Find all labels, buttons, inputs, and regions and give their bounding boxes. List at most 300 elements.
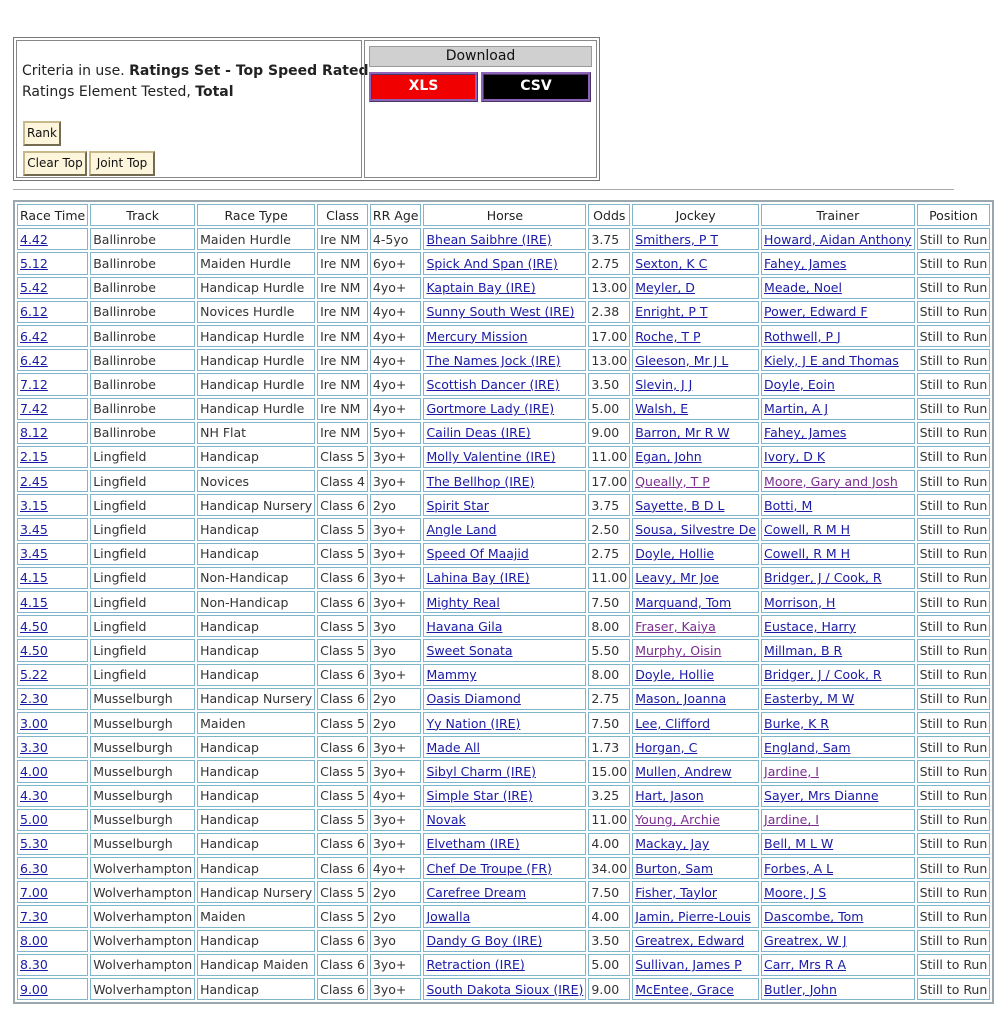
table-cell-horse (423, 712, 586, 734)
race-time-link[interactable]: 4.50 (20, 618, 48, 634)
table-cell-odds: 7.50 (588, 712, 630, 734)
table-cell-trainer (761, 905, 915, 927)
table-cell-time (17, 833, 88, 855)
table-cell-age: 3yo+ (370, 446, 422, 468)
trainer-link[interactable]: Rothwell, P J (764, 328, 841, 344)
table-cell-class: Class 5 (317, 518, 368, 540)
clear-top-button[interactable]: Clear Top (23, 151, 87, 176)
table-row (17, 664, 990, 686)
trainer-link[interactable]: Meade, Noel (764, 280, 842, 296)
table-cell-time (17, 760, 88, 782)
jockey-link[interactable]: Sousa, Silvestre De (635, 522, 757, 538)
table-cell-type: NH Flat (197, 422, 315, 444)
horse-link[interactable]: South Dakota Sioux (IRE) (426, 981, 584, 997)
table-cell-odds: 2.75 (588, 252, 630, 274)
horse-link[interactable]: Sunny South West (IRE) (426, 304, 575, 320)
table-cell-position: Still to Run (917, 277, 991, 299)
table-cell-class: Ire NM (317, 422, 368, 444)
table-cell-age: 6yo+ (370, 252, 422, 274)
table-cell-jockey (632, 422, 759, 444)
jockey-link[interactable]: Sexton, K C (635, 255, 708, 271)
table-cell-track: Ballinrobe (90, 325, 195, 347)
table-cell-class: Ire NM (317, 398, 368, 420)
table-cell-age: 2yo (370, 712, 422, 734)
table-row (17, 301, 990, 323)
column-header-rr-age: RR Age (370, 204, 422, 226)
table-cell-position: Still to Run (917, 252, 991, 274)
table-cell-horse (423, 349, 586, 371)
table-cell-horse (423, 567, 586, 589)
race-time-link[interactable]: 5.42 (20, 280, 48, 296)
table-cell-position: Still to Run (917, 639, 991, 661)
trainer-link[interactable]: Carr, Mrs R A (764, 957, 847, 973)
race-time-link[interactable]: 9.00 (20, 981, 48, 997)
race-time-link[interactable]: 6.42 (20, 352, 48, 368)
table-cell-type: Handicap (197, 760, 315, 782)
criteria-ratings-set: Ratings Set - Top Speed Rated (129, 63, 369, 79)
table-cell-horse (423, 615, 586, 637)
table-cell-type: Handicap (197, 978, 315, 1000)
table-cell-class: Class 6 (317, 857, 368, 879)
trainer-link[interactable]: Botti, M (764, 497, 813, 513)
table-cell-jockey (632, 978, 759, 1000)
table-cell-time (17, 301, 88, 323)
jockey-link[interactable]: Mackay, Jay (635, 836, 710, 852)
trainer-link[interactable]: Easterby, M W (764, 691, 855, 707)
table-row (17, 252, 990, 274)
jockey-link[interactable]: Doyle, Hollie (635, 667, 715, 683)
horse-link[interactable]: Gortmore Lady (IRE) (426, 401, 555, 417)
race-time-link[interactable]: 8.00 (20, 933, 48, 949)
table-cell-time (17, 446, 88, 468)
table-cell-type: Non-Handicap (197, 567, 315, 589)
table-cell-horse (423, 905, 586, 927)
table-cell-position: Still to Run (917, 712, 991, 734)
race-time-link[interactable]: 8.30 (20, 957, 48, 973)
trainer-link[interactable]: Fahey, James (764, 425, 847, 441)
table-cell-track: Lingfield (90, 494, 195, 516)
race-time-link[interactable]: 6.12 (20, 304, 48, 320)
table-cell-trainer (761, 470, 915, 492)
table-cell-horse (423, 446, 586, 468)
table-cell-age: 3yo+ (370, 543, 422, 565)
horse-link[interactable]: Speed Of Maajid (426, 546, 529, 562)
table-cell-trainer (761, 422, 915, 444)
horse-link[interactable]: Cailin Deas (IRE) (426, 425, 531, 441)
jockey-link[interactable]: Queally, T P (635, 473, 710, 489)
jockey-link[interactable]: Gleeson, Mr J L (635, 352, 729, 368)
table-cell-track: Musselburgh (90, 833, 195, 855)
table-cell-trainer (761, 833, 915, 855)
table-cell-class: Class 5 (317, 785, 368, 807)
table-row (17, 736, 990, 758)
table-cell-class: Class 6 (317, 494, 368, 516)
horse-link[interactable]: The Bellhop (IRE) (426, 473, 535, 489)
table-row (17, 543, 990, 565)
race-time-link[interactable]: 5.00 (20, 812, 48, 828)
table-row (17, 857, 990, 879)
jockey-link[interactable]: Greatrex, Edward (635, 933, 745, 949)
table-cell-trainer (761, 518, 915, 540)
jockey-link[interactable]: Marquand, Tom (635, 594, 732, 610)
horse-link[interactable]: Mercury Mission (426, 328, 528, 344)
table-cell-horse (423, 978, 586, 1000)
trainer-link[interactable]: Kiely, J E and Thomas (764, 352, 899, 368)
table-cell-odds: 13.00 (588, 277, 630, 299)
table-cell-track: Ballinrobe (90, 373, 195, 395)
race-time-link[interactable]: 7.00 (20, 884, 48, 900)
trainer-link[interactable]: Sayer, Mrs Dianne (764, 788, 879, 804)
table-cell-track: Ballinrobe (90, 228, 195, 250)
table-cell-age: 2yo (370, 494, 422, 516)
criteria-element: Total (195, 84, 234, 100)
horse-link[interactable]: Kaptain Bay (IRE) (426, 280, 536, 296)
trainer-link[interactable]: Forbes, A L (764, 860, 834, 876)
criteria-panel (13, 37, 600, 181)
table-cell-track: Wolverhampton (90, 857, 195, 879)
table-cell-age: 3yo+ (370, 809, 422, 831)
jockey-link[interactable]: Egan, John (635, 449, 702, 465)
table-cell-time (17, 373, 88, 395)
jockey-link[interactable]: Jamin, Pierre-Louis (635, 909, 751, 925)
table-cell-odds: 11.00 (588, 567, 630, 589)
table-row (17, 398, 990, 420)
table-cell-position: Still to Run (917, 809, 991, 831)
table-cell-jockey (632, 494, 759, 516)
xls-download-button[interactable]: XLS (369, 72, 478, 102)
table-cell-class: Ire NM (317, 277, 368, 299)
table-cell-trainer (761, 639, 915, 661)
trainer-link[interactable]: Butler, John (764, 981, 837, 997)
table-cell-odds: 9.00 (588, 422, 630, 444)
horse-link[interactable]: Sweet Sonata (426, 642, 513, 658)
jockey-link[interactable]: Mason, Joanna (635, 691, 727, 707)
jockey-link[interactable]: Slevin, J J (635, 376, 693, 392)
horse-link[interactable]: Mammy (426, 667, 477, 683)
race-time-link[interactable]: 4.42 (20, 231, 48, 247)
table-cell-age: 2yo (370, 881, 422, 903)
jockey-link[interactable]: Barron, Mr R W (635, 425, 730, 441)
horse-link[interactable]: Carefree Dream (426, 884, 527, 900)
horse-link[interactable]: Novak (426, 812, 466, 828)
jockey-link[interactable]: Hart, Jason (635, 788, 704, 804)
table-cell-time (17, 688, 88, 710)
trainer-link[interactable]: Eustace, Harry (764, 618, 856, 634)
table-cell-odds: 17.00 (588, 325, 630, 347)
race-time-link[interactable]: 2.30 (20, 691, 48, 707)
horse-link[interactable]: Mighty Real (426, 594, 500, 610)
table-cell-position: Still to Run (917, 301, 991, 323)
race-time-link[interactable]: 2.45 (20, 473, 48, 489)
table-cell-position: Still to Run (917, 422, 991, 444)
table-row (17, 494, 990, 516)
table-cell-trainer (761, 785, 915, 807)
jockey-link[interactable]: Sayette, B D L (635, 497, 725, 513)
table-cell-trainer (761, 494, 915, 516)
table-cell-trainer (761, 857, 915, 879)
trainer-link[interactable]: Cowell, R M H (764, 546, 851, 562)
race-time-link[interactable]: 5.12 (20, 255, 48, 271)
trainer-link[interactable]: Jardine, I (764, 763, 819, 779)
jockey-link[interactable]: Mullen, Andrew (635, 763, 732, 779)
horse-link[interactable]: Angle Land (426, 522, 497, 538)
table-cell-trainer (761, 664, 915, 686)
race-time-link[interactable]: 3.45 (20, 546, 48, 562)
table-row (17, 228, 990, 250)
table-cell-jockey (632, 325, 759, 347)
table-cell-age: 4yo+ (370, 349, 422, 371)
race-time-link[interactable]: 4.50 (20, 642, 48, 658)
table-cell-odds: 2.50 (588, 518, 630, 540)
race-time-link[interactable]: 5.22 (20, 667, 48, 683)
table-cell-age: 4yo+ (370, 325, 422, 347)
table-cell-type: Handicap (197, 639, 315, 661)
table-cell-time (17, 252, 88, 274)
horse-link[interactable]: Sibyl Charm (IRE) (426, 763, 537, 779)
jockey-link[interactable]: Murphy, Oisin (635, 642, 722, 658)
jockey-link[interactable]: Roche, T P (635, 328, 701, 344)
horse-link[interactable]: Bhean Saibhre (IRE) (426, 231, 552, 247)
table-cell-time (17, 470, 88, 492)
table-cell-odds: 7.50 (588, 881, 630, 903)
joint-top-button[interactable]: Joint Top (89, 151, 155, 176)
race-time-link[interactable]: 7.12 (20, 376, 48, 392)
table-cell-class: Ire NM (317, 349, 368, 371)
horse-link[interactable]: Spirit Star (426, 497, 489, 513)
table-cell-time (17, 785, 88, 807)
trainer-link[interactable]: Bridger, J / Cook, R (764, 570, 882, 586)
table-cell-time (17, 664, 88, 686)
table-cell-odds: 9.00 (588, 978, 630, 1000)
csv-download-button[interactable]: CSV (481, 72, 591, 102)
table-cell-jockey (632, 664, 759, 686)
jockey-link[interactable]: Fisher, Taylor (635, 884, 718, 900)
table-cell-horse (423, 639, 586, 661)
table-cell-trainer (761, 760, 915, 782)
race-time-link[interactable]: 6.42 (20, 328, 48, 344)
horse-link[interactable]: Oasis Diamond (426, 691, 521, 707)
trainer-link[interactable]: Bridger, J / Cook, R (764, 667, 882, 683)
race-time-link[interactable]: 5.30 (20, 836, 48, 852)
table-cell-trainer (761, 301, 915, 323)
jockey-link[interactable]: Sullivan, James P (635, 957, 742, 973)
table-cell-age: 4yo+ (370, 398, 422, 420)
race-time-link[interactable]: 3.30 (20, 739, 48, 755)
table-cell-jockey (632, 954, 759, 976)
table-cell-trainer (761, 543, 915, 565)
table-row (17, 833, 990, 855)
jockey-link[interactable]: Burton, Sam (635, 860, 714, 876)
table-cell-jockey (632, 905, 759, 927)
table-cell-time (17, 277, 88, 299)
jockey-link[interactable]: McEntee, Grace (635, 981, 734, 997)
table-cell-time (17, 591, 88, 613)
table-cell-horse (423, 228, 586, 250)
horse-link[interactable]: Simple Star (IRE) (426, 788, 533, 804)
trainer-link[interactable]: Martin, A J (764, 401, 829, 417)
jockey-link[interactable]: Fraser, Kaiya (635, 618, 716, 634)
table-cell-type: Handicap (197, 446, 315, 468)
table-cell-track: Ballinrobe (90, 398, 195, 420)
trainer-link[interactable]: Bell, M L W (764, 836, 834, 852)
table-cell-class: Class 5 (317, 712, 368, 734)
table-cell-odds: 17.00 (588, 470, 630, 492)
rank-button[interactable]: Rank (23, 121, 61, 146)
table-cell-position: Still to Run (917, 905, 991, 927)
table-cell-class: Class 6 (317, 954, 368, 976)
horse-link[interactable]: Scottish Dancer (IRE) (426, 376, 560, 392)
race-time-link[interactable]: 7.42 (20, 401, 48, 417)
table-cell-odds: 34.00 (588, 857, 630, 879)
table-cell-time (17, 422, 88, 444)
race-time-link[interactable]: 8.12 (20, 425, 48, 441)
table-cell-time (17, 494, 88, 516)
jockey-link[interactable]: Young, Archie (635, 812, 720, 828)
jockey-link[interactable]: Horgan, C (635, 739, 698, 755)
jockey-link[interactable]: Lee, Clifford (635, 715, 711, 731)
horse-link[interactable]: Jowalla (426, 909, 471, 925)
race-time-link[interactable]: 3.00 (20, 715, 48, 731)
table-cell-age: 4yo+ (370, 373, 422, 395)
jockey-link[interactable]: Walsh, E (635, 401, 689, 417)
table-cell-position: Still to Run (917, 978, 991, 1000)
table-cell-age: 3yo (370, 639, 422, 661)
table-cell-jockey (632, 252, 759, 274)
table-row (17, 470, 990, 492)
table-cell-type: Maiden Hurdle (197, 228, 315, 250)
table-cell-class: Class 5 (317, 809, 368, 831)
table-cell-time (17, 228, 88, 250)
race-time-link[interactable]: 4.00 (20, 763, 48, 779)
table-cell-track: Lingfield (90, 543, 195, 565)
table-cell-type: Handicap Hurdle (197, 325, 315, 347)
trainer-link[interactable]: Howard, Aidan Anthony (764, 231, 912, 247)
table-cell-type: Handicap (197, 543, 315, 565)
table-cell-trainer (761, 373, 915, 395)
table-cell-type: Novices Hurdle (197, 301, 315, 323)
table-cell-time (17, 518, 88, 540)
table-cell-track: Ballinrobe (90, 422, 195, 444)
table-cell-class: Class 6 (317, 567, 368, 589)
trainer-link[interactable]: Dascombe, Tom (764, 909, 864, 925)
trainer-link[interactable]: Greatrex, W J (764, 933, 847, 949)
table-cell-trainer (761, 252, 915, 274)
table-cell-horse (423, 301, 586, 323)
table-cell-trainer (761, 591, 915, 613)
table-cell-odds: 13.00 (588, 349, 630, 371)
horse-link[interactable]: Made All (426, 739, 480, 755)
table-cell-age: 2yo (370, 688, 422, 710)
table-cell-type: Handicap (197, 833, 315, 855)
jockey-link[interactable]: Leavy, Mr Joe (635, 570, 719, 586)
table-cell-jockey (632, 881, 759, 903)
horse-link[interactable]: Elvetham (IRE) (426, 836, 520, 852)
horse-link[interactable]: Dandy G Boy (IRE) (426, 933, 543, 949)
table-cell-class: Class 6 (317, 978, 368, 1000)
table-cell-odds: 11.00 (588, 809, 630, 831)
race-time-link[interactable]: 2.15 (20, 449, 48, 465)
trainer-link[interactable]: Moore, J S (764, 884, 827, 900)
horse-link[interactable]: Molly Valentine (IRE) (426, 449, 556, 465)
column-header-race-type: Race Type (197, 204, 315, 226)
trainer-link[interactable]: Moore, Gary and Josh (764, 473, 898, 489)
jockey-link[interactable]: Enright, P T (635, 304, 708, 320)
horse-link[interactable]: Retraction (IRE) (426, 957, 525, 973)
criteria-element-prefix: Ratings Element Tested, (22, 84, 191, 100)
trainer-link[interactable]: Burke, K R (764, 715, 829, 731)
race-time-link[interactable]: 4.15 (20, 570, 48, 586)
table-row (17, 809, 990, 831)
table-cell-age: 4yo+ (370, 785, 422, 807)
table-cell-type: Handicap Nursery (197, 688, 315, 710)
race-time-link[interactable]: 4.15 (20, 594, 48, 610)
jockey-link[interactable]: Meyler, D (635, 280, 695, 296)
table-cell-type: Handicap (197, 785, 315, 807)
trainer-link[interactable]: England, Sam (764, 739, 851, 755)
trainer-link[interactable]: Jardine, I (764, 812, 819, 828)
horse-link[interactable]: Lahina Bay (IRE) (426, 570, 530, 586)
table-cell-class: Class 5 (317, 615, 368, 637)
trainer-link[interactable]: Ivory, D K (764, 449, 826, 465)
table-cell-track: Ballinrobe (90, 252, 195, 274)
race-time-link[interactable]: 7.30 (20, 909, 48, 925)
table-cell-age: 3yo+ (370, 954, 422, 976)
jockey-link[interactable]: Smithers, P T (635, 231, 719, 247)
race-time-link[interactable]: 3.15 (20, 497, 48, 513)
race-time-link[interactable]: 4.30 (20, 788, 48, 804)
trainer-link[interactable]: Morrison, H (764, 594, 836, 610)
table-cell-track: Musselburgh (90, 688, 195, 710)
table-cell-position: Still to Run (917, 228, 991, 250)
table-cell-trainer (761, 398, 915, 420)
table-cell-time (17, 809, 88, 831)
table-cell-horse (423, 785, 586, 807)
table-cell-horse (423, 664, 586, 686)
horse-link[interactable]: Spick And Span (IRE) (426, 255, 558, 271)
table-cell-track: Lingfield (90, 615, 195, 637)
column-header-odds: Odds (588, 204, 630, 226)
horse-link[interactable]: Yy Nation (IRE) (426, 715, 521, 731)
race-time-link[interactable]: 6.30 (20, 860, 48, 876)
horse-link[interactable]: The Names Jock (IRE) (426, 352, 561, 368)
column-header-track: Track (90, 204, 195, 226)
table-row (17, 615, 990, 637)
table-cell-horse (423, 518, 586, 540)
trainer-link[interactable]: Fahey, James (764, 255, 847, 271)
trainer-link[interactable]: Millman, B R (764, 642, 843, 658)
table-cell-trainer (761, 978, 915, 1000)
table-cell-type: Handicap Hurdle (197, 277, 315, 299)
horse-link[interactable]: Chef De Troupe (FR) (426, 860, 552, 876)
table-cell-track: Lingfield (90, 470, 195, 492)
table-cell-class: Ire NM (317, 228, 368, 250)
table-cell-time (17, 349, 88, 371)
table-cell-type: Novices (197, 470, 315, 492)
table-cell-jockey (632, 398, 759, 420)
jockey-link[interactable]: Doyle, Hollie (635, 546, 715, 562)
trainer-link[interactable]: Power, Edward F (764, 304, 868, 320)
table-cell-horse (423, 398, 586, 420)
horse-link[interactable]: Havana Gila (426, 618, 503, 634)
criteria-cell (16, 40, 369, 178)
trainer-link[interactable]: Doyle, Eoin (764, 376, 835, 392)
race-time-link[interactable]: 3.45 (20, 522, 48, 538)
section-divider (13, 189, 954, 190)
trainer-link[interactable]: Cowell, R M H (764, 522, 851, 538)
table-row (17, 688, 990, 710)
table-cell-jockey (632, 373, 759, 395)
table-cell-class: Ire NM (317, 252, 368, 274)
